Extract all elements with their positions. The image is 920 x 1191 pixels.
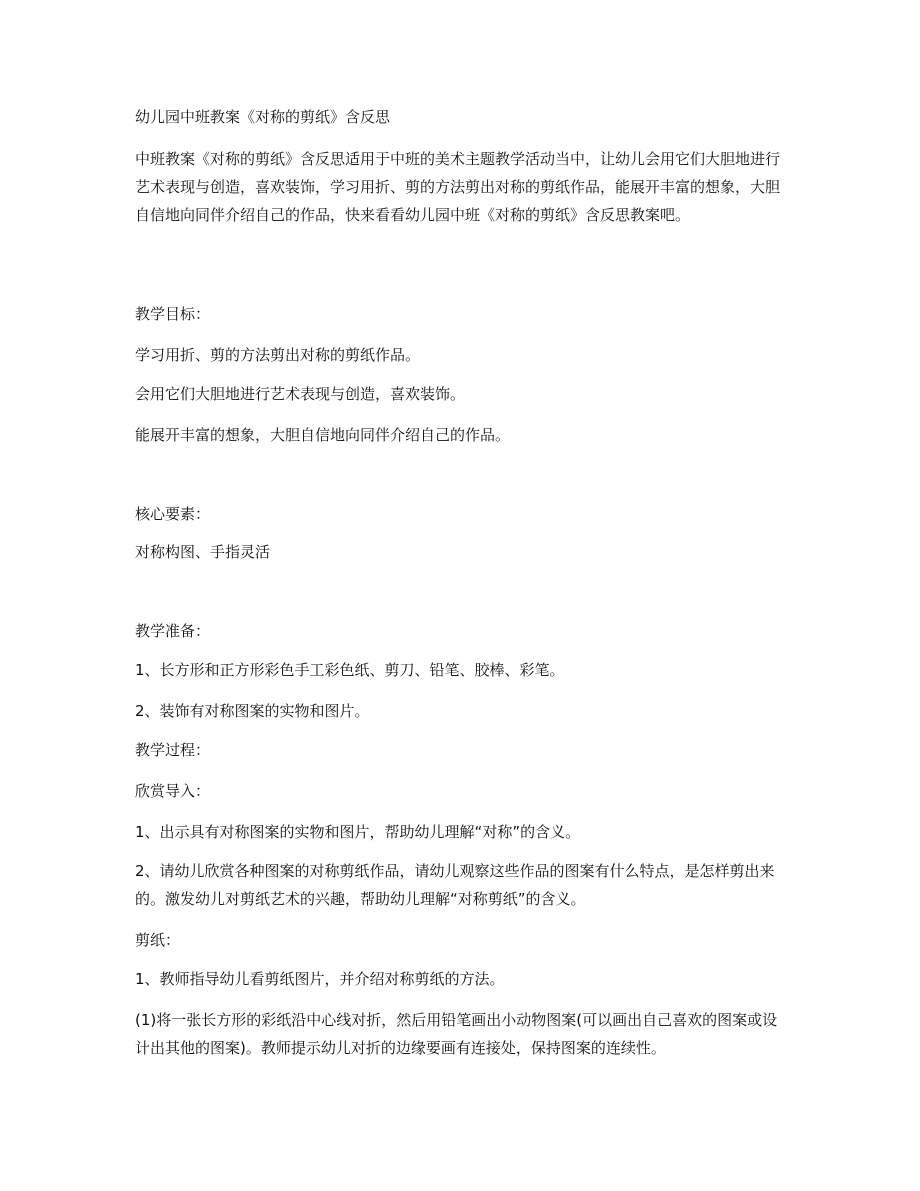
prep-item-1: 1、长方形和正方形彩色手工彩色纸、剪刀、铅笔、胶棒、彩笔。 [135,661,565,679]
appreciate-heading: 欣赏导入： [135,782,211,800]
appreciate-item-1: 1、出示具有对称图案的实物和图片，帮助幼儿理解“对称”的含义。 [135,823,581,841]
prep-item-2: 2、装饰有对称图案的实物和图片。 [135,702,370,720]
cut-item-2: (1)将一张长方形的彩纸沿中心线对折，然后用铅笔画出小动物图案(可以画出自己喜欢的图案或设计出其他的图案)。教师提示幼儿对折的边缘要画有连接处，保持图案的连续性。 [135,1011,778,1057]
core-text: 对称构图、手指灵活 [135,543,271,561]
appreciate-item-2: 2、请幼儿欣赏各种图案的对称剪纸作品，请幼儿观察这些作品的图案有什么特点，是怎样剪出来的。激发幼儿对剪纸艺术的兴趣，帮助幼儿理解“对称剪纸”的含义。 [135,862,775,908]
prep-heading: 教学准备： [135,622,211,640]
document-title: 幼儿园中班教案《对称的剪纸》含反思 [135,108,391,126]
goals-heading: 教学目标： [135,305,211,323]
cut-heading: 剪纸： [135,931,181,949]
cut-item-1: 1、教师指导幼儿看剪纸图片，并介绍对称剪纸的方法。 [135,970,505,988]
goal-item-2: 会用它们大胆地进行艺术表现与创造，喜欢装饰。 [135,385,466,403]
goal-item-3: 能展开丰富的想象，大胆自信地向同伴介绍自己的作品。 [135,426,511,444]
goal-item-1: 学习用折、剪的方法剪出对称的剪纸作品。 [135,346,421,364]
intro-paragraph: 中班教案《对称的剪纸》含反思适用于中班的美术主题教学活动当中，让幼儿会用它们大胆地进行艺术表现与创造，喜欢装饰，学习用折、剪的方法剪出对称的剪纸作品，能展开丰富的想象，大胆自信地向同伴介绍自己的作品，快来看看幼儿园中班《对称的剪纸》含反思教案吧。 [135,150,781,224]
process-heading: 教学过程： [135,741,211,759]
core-heading: 核心要素： [135,505,211,523]
